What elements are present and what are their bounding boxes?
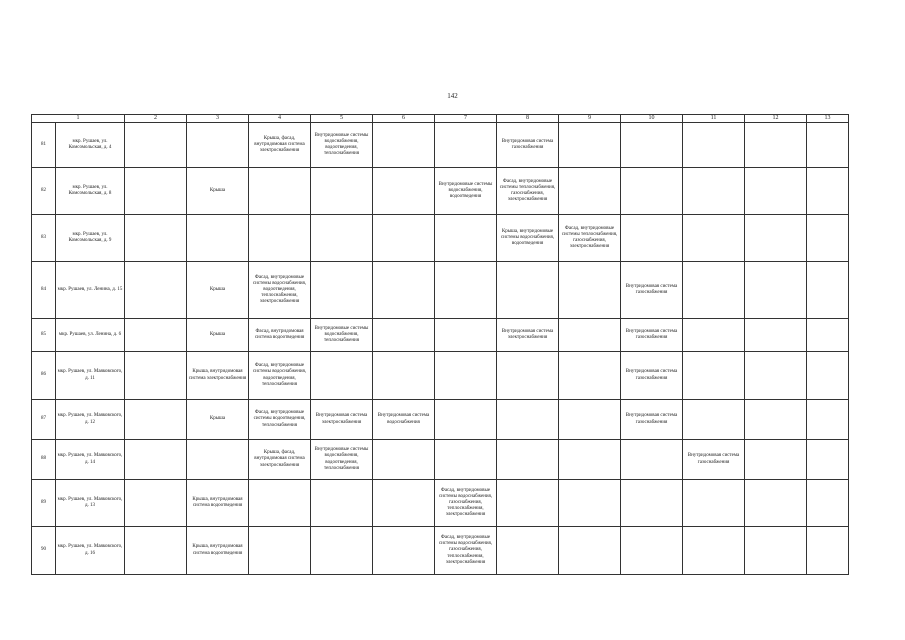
work-cell: Крыша, внутридомовая система электроснабжения <box>187 352 249 400</box>
row-number: 89 <box>32 480 56 527</box>
work-cell <box>807 215 849 262</box>
schedule-table <box>31 114 849 575</box>
work-cell <box>807 123 849 168</box>
row-number: 87 <box>32 400 56 440</box>
table-row <box>32 527 849 575</box>
column-header: 11 <box>683 115 745 123</box>
address-cell: мкр. Рушаев, ул. Комсомольская, д. 9 <box>56 215 125 262</box>
work-cell <box>807 168 849 215</box>
work-cell <box>745 440 807 480</box>
work-cell <box>187 215 249 262</box>
work-cell <box>125 123 187 168</box>
work-cell <box>249 168 311 215</box>
work-cell: Внутридомовая система газоснабжения <box>621 262 683 319</box>
work-cell <box>373 123 435 168</box>
work-cell <box>807 440 849 480</box>
work-cell <box>559 352 621 400</box>
work-cell <box>745 527 807 575</box>
work-cell <box>807 480 849 527</box>
work-cell <box>621 168 683 215</box>
row-number: 84 <box>32 262 56 319</box>
address-cell: мкр. Рушаев, ул. Комсомольская, д. 4 <box>56 123 125 168</box>
address-cell: мкр. Рушаев, ул. Ленина, д. 6 <box>56 319 125 352</box>
header-row <box>32 115 849 123</box>
work-cell: Фасад, внутридомовые системы водоснабжения, газоснабжения, теплоснабжения, электроснабжения <box>435 480 497 527</box>
work-cell: Фасад, внутридомовая система водоотведения <box>249 319 311 352</box>
work-cell: Крыша, фасад, внутридомовая система электроснабжения <box>249 123 311 168</box>
work-cell: Крыша, внутридомовые системы водоснабжения, водоотведения <box>497 215 559 262</box>
work-cell <box>125 168 187 215</box>
work-cell: Внутридомовые системы водоснабжения, водоотведения <box>435 168 497 215</box>
work-cell <box>559 440 621 480</box>
work-cell <box>683 262 745 319</box>
work-cell <box>125 215 187 262</box>
table-row <box>32 319 849 352</box>
work-cell: Крыша <box>187 319 249 352</box>
column-header: 6 <box>373 115 435 123</box>
work-cell <box>373 352 435 400</box>
work-cell <box>373 440 435 480</box>
address-cell: мкр. Рушаев, ул. Маяковского, д. 11 <box>56 352 125 400</box>
work-cell <box>621 440 683 480</box>
work-cell <box>435 319 497 352</box>
work-cell <box>683 319 745 352</box>
work-cell: Внутридомовая система газоснабжения <box>497 123 559 168</box>
work-cell: Фасад, внутридомовые системы водоотведения, теплоснабжения <box>249 400 311 440</box>
work-cell: Крыша, внутридомовая система водоотведения <box>187 480 249 527</box>
work-cell <box>497 527 559 575</box>
column-header: 3 <box>187 115 249 123</box>
work-cell: Внутридомовая система газоснабжения <box>621 352 683 400</box>
work-cell <box>497 262 559 319</box>
table-row <box>32 400 849 440</box>
work-cell <box>187 440 249 480</box>
row-number: 88 <box>32 440 56 480</box>
work-cell <box>373 319 435 352</box>
work-cell <box>807 352 849 400</box>
address-cell: мкр. Рушаев, ул. Маяковского, д. 12 <box>56 400 125 440</box>
work-cell <box>559 168 621 215</box>
work-cell: Крыша <box>187 400 249 440</box>
work-cell <box>621 480 683 527</box>
work-cell: Внутридомовая система газоснабжения <box>683 440 745 480</box>
work-cell: Внутридомовая система электроснабжения <box>311 400 373 440</box>
work-cell <box>559 262 621 319</box>
work-cell <box>435 352 497 400</box>
work-cell <box>683 400 745 440</box>
work-cell <box>683 168 745 215</box>
work-cell <box>745 319 807 352</box>
work-cell: Фасад, внутридомовые системы теплоснабжения, газоснабжения, электроснабжения <box>497 168 559 215</box>
work-cell <box>745 352 807 400</box>
column-header: 10 <box>621 115 683 123</box>
table-row <box>32 168 849 215</box>
work-cell <box>373 215 435 262</box>
column-header: 8 <box>497 115 559 123</box>
address-cell: мкр. Рушаев, ул. Комсомольская, д. 8 <box>56 168 125 215</box>
address-cell: мкр. Рушаев, ул. Маяковского, д. 16 <box>56 527 125 575</box>
address-cell: мкр. Рушаев, ул. Маяковского, д. 13 <box>56 480 125 527</box>
work-cell <box>745 262 807 319</box>
work-cell <box>311 262 373 319</box>
work-cell <box>683 527 745 575</box>
column-header: 12 <box>745 115 807 123</box>
work-cell <box>807 262 849 319</box>
work-cell: Внутридомовая система водоснабжения <box>373 400 435 440</box>
work-cell <box>559 480 621 527</box>
work-cell <box>745 400 807 440</box>
work-cell <box>683 352 745 400</box>
work-cell <box>497 480 559 527</box>
work-cell <box>311 215 373 262</box>
work-cell <box>373 168 435 215</box>
column-header: 7 <box>435 115 497 123</box>
work-cell <box>311 168 373 215</box>
work-cell <box>807 527 849 575</box>
table-row <box>32 123 849 168</box>
work-cell <box>621 527 683 575</box>
work-cell: Крыша, внутридомовая система водоотведения <box>187 527 249 575</box>
work-cell: Фасад, внутридомовые системы теплоснабжения, газоснабжения, электроснабжения <box>559 215 621 262</box>
work-cell <box>559 400 621 440</box>
work-cell <box>621 215 683 262</box>
row-number: 83 <box>32 215 56 262</box>
work-cell <box>249 527 311 575</box>
work-cell <box>559 123 621 168</box>
work-cell <box>125 319 187 352</box>
work-cell <box>373 527 435 575</box>
work-cell <box>435 262 497 319</box>
work-cell <box>125 400 187 440</box>
work-cell <box>435 215 497 262</box>
table-row <box>32 262 849 319</box>
work-cell: Фасад, внутридомовые системы водоснабжения, газоснабжения, теплоснабжения, электроснабжения <box>435 527 497 575</box>
address-cell: мкр. Рушаев, ул. Ленина, д. 15 <box>56 262 125 319</box>
address-cell: мкр. Рушаев, ул. Маяковского, д. 14 <box>56 440 125 480</box>
work-cell <box>497 352 559 400</box>
column-header: 9 <box>559 115 621 123</box>
column-header: 2 <box>125 115 187 123</box>
work-cell <box>249 215 311 262</box>
work-cell <box>373 480 435 527</box>
work-cell <box>311 480 373 527</box>
work-cell <box>745 480 807 527</box>
row-number: 90 <box>32 527 56 575</box>
work-cell <box>807 400 849 440</box>
work-cell <box>683 480 745 527</box>
work-cell <box>683 123 745 168</box>
work-cell <box>807 319 849 352</box>
work-cell <box>683 215 745 262</box>
work-cell <box>435 440 497 480</box>
work-cell: Внутридомовая система газоснабжения <box>621 400 683 440</box>
table-row <box>32 215 849 262</box>
work-cell <box>497 400 559 440</box>
row-number: 82 <box>32 168 56 215</box>
table-row <box>32 440 849 480</box>
column-header: 13 <box>807 115 849 123</box>
work-cell: Фасад, внутридомовые системы водоснабжения, водоотведения, теплоснабжения <box>249 352 311 400</box>
work-cell <box>311 352 373 400</box>
column-header: 5 <box>311 115 373 123</box>
work-cell <box>559 527 621 575</box>
work-cell: Внутридомовые системы водоснабжения, водоотведения, теплоснабжения <box>311 123 373 168</box>
work-cell <box>435 400 497 440</box>
work-cell <box>373 262 435 319</box>
table-row <box>32 352 849 400</box>
work-cell <box>621 123 683 168</box>
row-number: 86 <box>32 352 56 400</box>
work-cell <box>435 123 497 168</box>
work-cell: Крыша <box>187 168 249 215</box>
work-cell <box>311 527 373 575</box>
table-row <box>32 480 849 527</box>
work-cell <box>125 262 187 319</box>
work-cell <box>125 527 187 575</box>
work-cell: Крыша, фасад, внутридомовая система электроснабжения <box>249 440 311 480</box>
work-cell: Внутридомовая система электроснабжения <box>497 319 559 352</box>
work-cell <box>559 319 621 352</box>
column-header: 4 <box>249 115 311 123</box>
work-cell: Крыша <box>187 262 249 319</box>
work-cell <box>125 352 187 400</box>
work-cell: Внутридомовые системы водоснабжения, теплоснабжения <box>311 319 373 352</box>
work-cell: Внутридомовые системы водоснабжения, водоотведения, теплоснабжения <box>311 440 373 480</box>
row-number: 81 <box>32 123 56 168</box>
work-cell <box>745 215 807 262</box>
page-number: 142 <box>447 92 458 100</box>
work-cell <box>187 123 249 168</box>
work-cell <box>497 440 559 480</box>
work-cell <box>745 168 807 215</box>
work-cell <box>125 440 187 480</box>
work-cell: Фасад, внутридомовые системы водоснабжения, водоотведения, теплоснабжения, электроснабжения <box>249 262 311 319</box>
row-number: 85 <box>32 319 56 352</box>
work-cell <box>745 123 807 168</box>
work-cell: Внутридомовая система газоснабжения <box>621 319 683 352</box>
column-header: 1 <box>32 115 125 123</box>
work-cell <box>125 480 187 527</box>
work-cell <box>249 480 311 527</box>
